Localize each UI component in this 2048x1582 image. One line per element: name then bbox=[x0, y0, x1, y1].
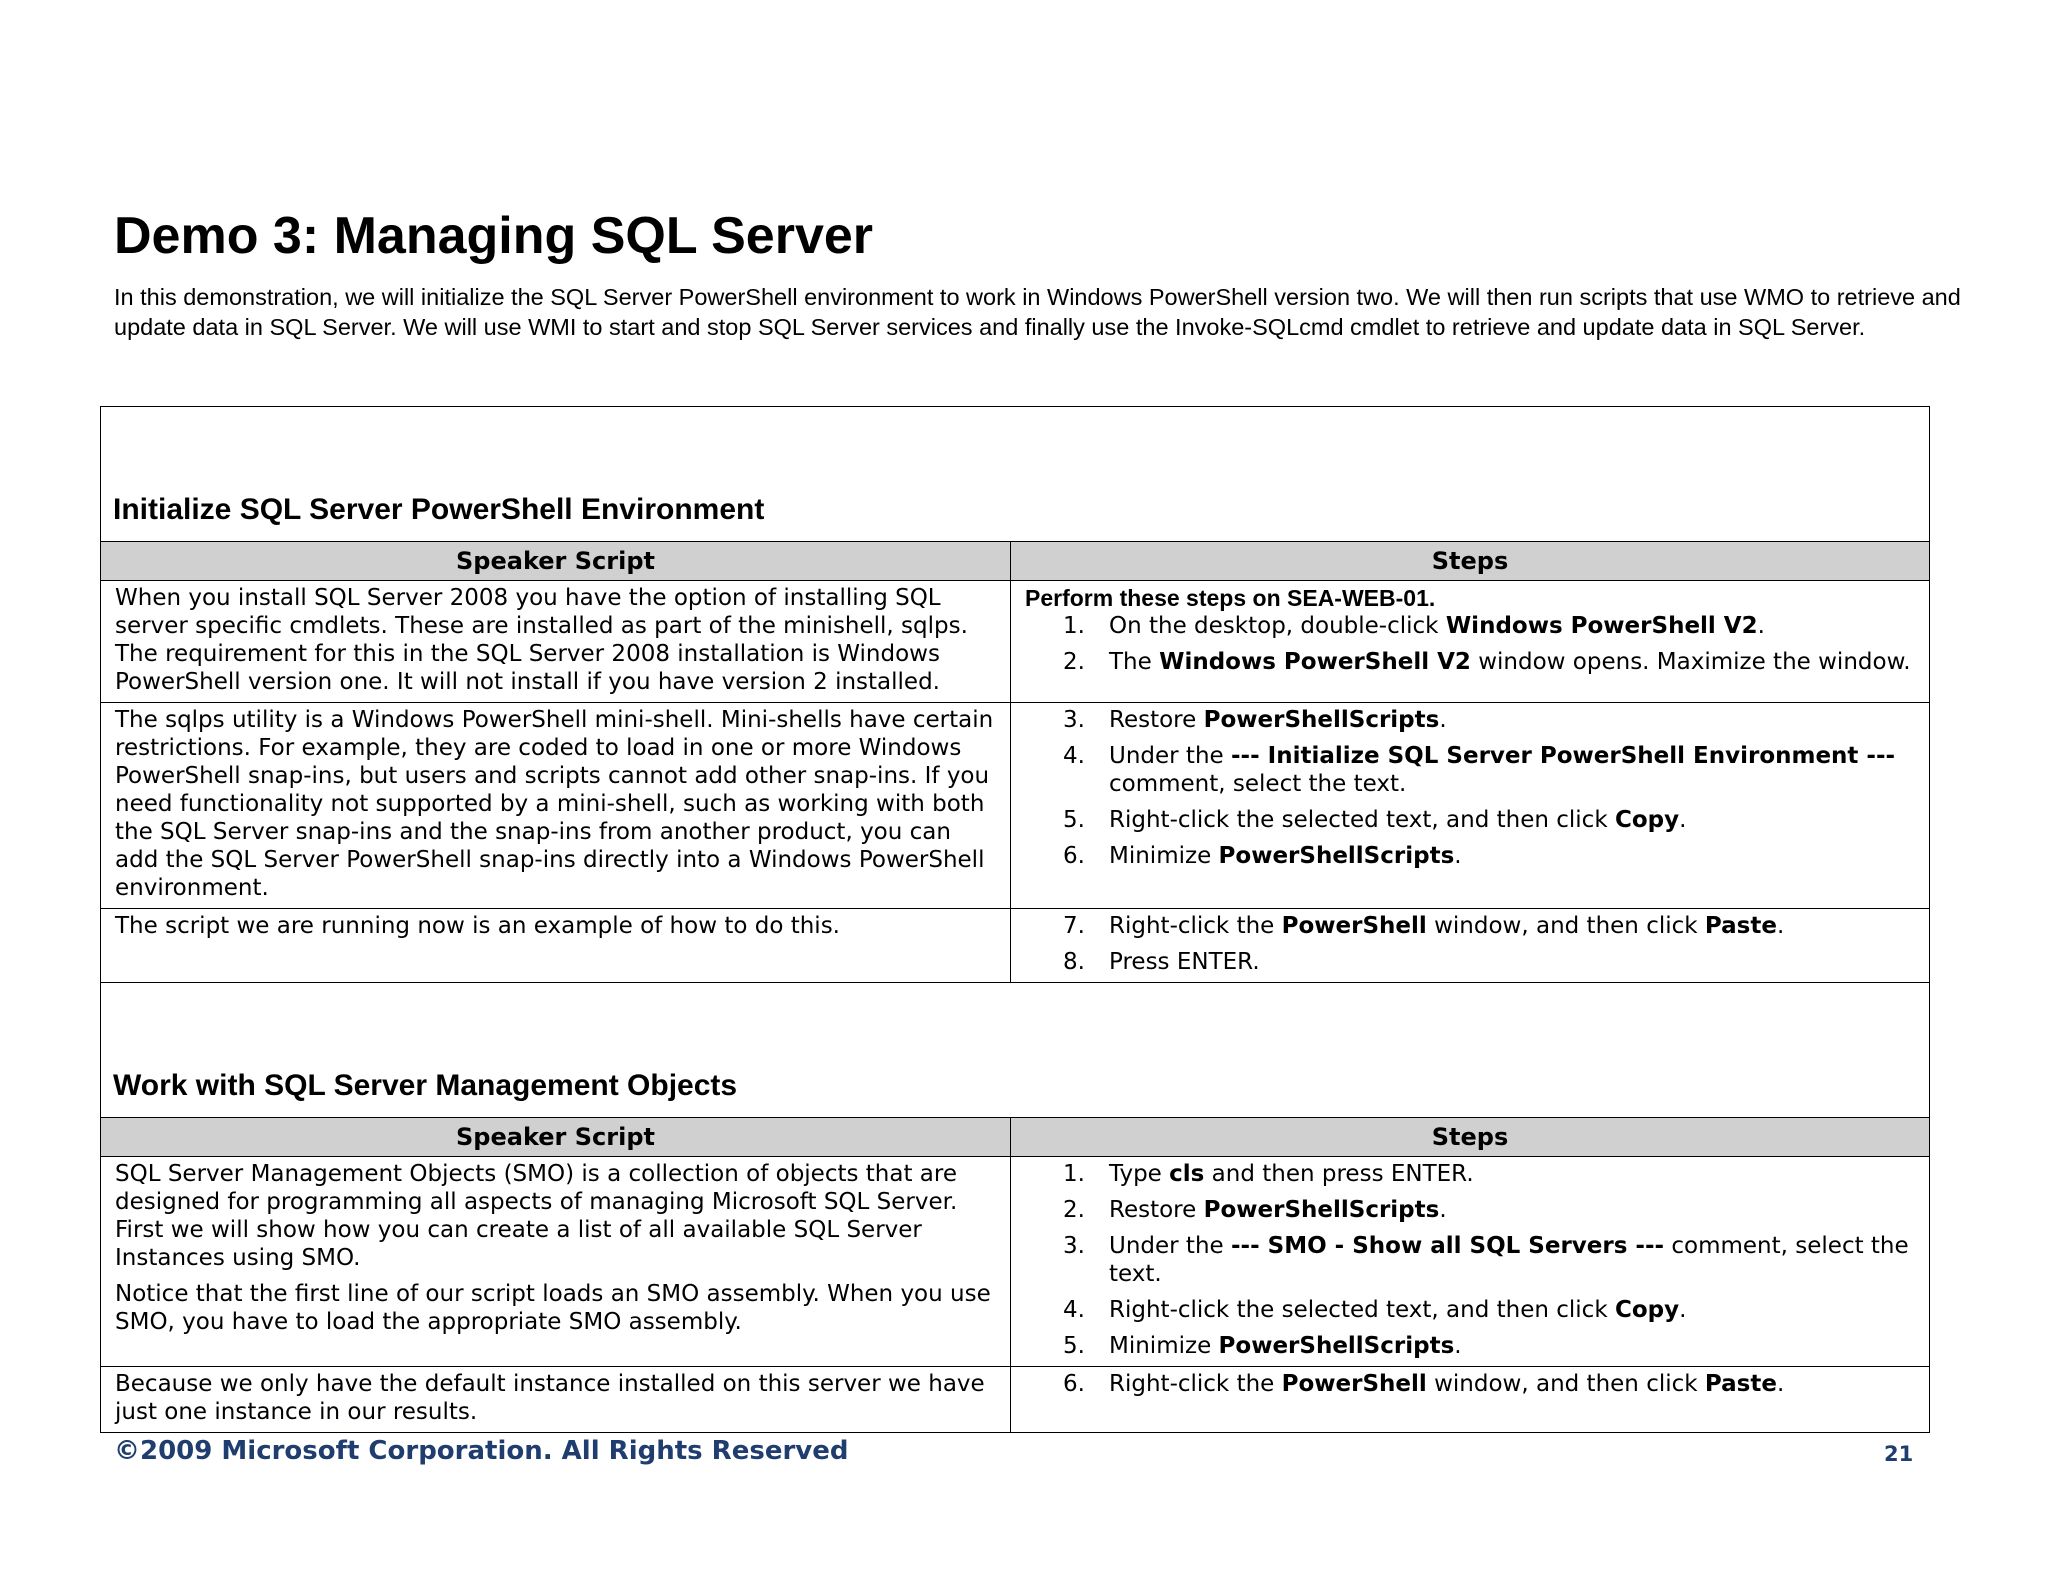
step-number: 4. bbox=[1063, 1297, 1085, 1323]
footer-copyright: ©2009 Microsoft Corporation. All Rights Reserved bbox=[114, 1436, 849, 1466]
step-number: 3. bbox=[1063, 707, 1085, 733]
step-number: 6. bbox=[1063, 843, 1085, 869]
step-item bbox=[1025, 612, 1919, 640]
step-number: 1. bbox=[1063, 1161, 1085, 1187]
step-item bbox=[1025, 948, 1919, 976]
step-text: Type bbox=[1109, 1161, 1170, 1187]
section-title: Work with SQL Server Management Objects bbox=[113, 1069, 738, 1102]
step-emphasis: PowerShellScripts bbox=[1218, 1333, 1455, 1359]
step-emphasis: Windows PowerShell V2 bbox=[1159, 649, 1471, 675]
step-item bbox=[1025, 1332, 1919, 1360]
step-item bbox=[1025, 706, 1919, 734]
column-header-steps: Steps bbox=[1011, 542, 1930, 581]
steps-list bbox=[1025, 706, 1919, 870]
step-emphasis: Copy bbox=[1614, 807, 1680, 833]
step-text: Press ENTER. bbox=[1109, 949, 1260, 975]
step-emphasis: PowerShellScripts bbox=[1203, 707, 1440, 733]
column-header-script: Speaker Script bbox=[101, 542, 1011, 581]
step-number: 5. bbox=[1063, 807, 1085, 833]
speaker-script-cell bbox=[101, 581, 1011, 703]
steps-cell bbox=[1011, 1157, 1930, 1367]
speaker-script-cell bbox=[101, 909, 1011, 983]
speaker-script-cell bbox=[101, 1157, 1011, 1367]
step-item bbox=[1025, 806, 1919, 834]
speaker-script-paragraph: The sqlps utility is a Windows PowerShell mini-shell. Mini-shells have certain restrictions. For example, they are coded to load in one or more Windows PowerShell snap-ins, but users and scripts cannot add other snap-ins. If you need functionality not supported by a mini-shell, such as working with both the SQL Server snap-ins and the snap-ins from another product, you can add the SQL Server PowerShell snap-ins directly into a Windows PowerShell environment. bbox=[115, 707, 994, 901]
step-text: window, and then click bbox=[1426, 1371, 1705, 1397]
steps-list bbox=[1025, 1160, 1919, 1360]
section-title-cell bbox=[101, 407, 1930, 542]
demo-steps-table bbox=[100, 406, 1930, 1433]
speaker-script-paragraph: Because we only have the default instance installed on this server we have just one instance in our results. bbox=[115, 1371, 985, 1425]
step-text: comment, select the text. bbox=[1109, 1233, 1909, 1287]
steps-cell bbox=[1011, 581, 1930, 703]
step-text: The bbox=[1109, 649, 1160, 675]
speaker-script-paragraph: When you install SQL Server 2008 you have the option of installing SQL server specific cmdlets. These are installed as part of the minishell, sqlps. The requirement for this in the SQL Server 2008 installation is Windows PowerShell version one. It will not install if you have version 2 installed. bbox=[115, 585, 968, 695]
footer-page-number: 21 bbox=[1884, 1442, 1914, 1466]
step-emphasis: Copy bbox=[1614, 1297, 1680, 1323]
step-text: Restore bbox=[1109, 1197, 1204, 1223]
step-item bbox=[1025, 648, 1919, 676]
section-title-cell bbox=[101, 983, 1930, 1118]
step-number: 6. bbox=[1063, 1371, 1085, 1397]
step-text: . bbox=[1439, 707, 1447, 733]
speaker-script-paragraph: Notice that the first line of our script loads an SMO assembly. When you use SMO, you have to load the appropriate SMO assembly. bbox=[115, 1281, 991, 1335]
speaker-script-cell bbox=[101, 703, 1011, 909]
step-text: and then press ENTER. bbox=[1204, 1161, 1474, 1187]
step-text: . bbox=[1776, 913, 1785, 939]
section-title-row bbox=[101, 983, 1930, 1118]
perform-on-machine: Perform these steps on SEA-WEB-01. bbox=[1025, 585, 1436, 611]
step-text: Right-click the selected text, and then click bbox=[1109, 1297, 1615, 1323]
steps-cell bbox=[1011, 703, 1930, 909]
step-number: 7. bbox=[1063, 913, 1085, 939]
column-header-script: Speaker Script bbox=[101, 1118, 1011, 1157]
step-text: Restore bbox=[1109, 707, 1204, 733]
step-text: Right-click the selected text, and then click bbox=[1109, 807, 1615, 833]
step-text: comment, select the text. bbox=[1109, 771, 1407, 797]
step-text: . bbox=[1454, 1333, 1462, 1359]
steps-list bbox=[1025, 612, 1919, 676]
step-item bbox=[1025, 842, 1919, 870]
step-item bbox=[1025, 912, 1919, 940]
step-emphasis: PowerShellScripts bbox=[1203, 1197, 1440, 1223]
table-row bbox=[101, 581, 1930, 703]
steps-cell bbox=[1011, 909, 1930, 983]
step-text: Minimize bbox=[1109, 843, 1219, 869]
table-row bbox=[101, 1157, 1930, 1367]
step-emphasis: --- Initialize SQL Server PowerShell Environment --- bbox=[1231, 743, 1896, 769]
step-text: . bbox=[1454, 843, 1462, 869]
steps-list bbox=[1025, 912, 1919, 976]
step-emphasis: Windows PowerShell V2 bbox=[1445, 613, 1758, 639]
step-emphasis: cls bbox=[1169, 1161, 1205, 1187]
speaker-script-cell bbox=[101, 1367, 1011, 1433]
step-text: Under the bbox=[1109, 1233, 1231, 1259]
step-emphasis: PowerShell bbox=[1281, 913, 1427, 939]
step-text: Under the bbox=[1109, 743, 1231, 769]
step-text: Right-click the bbox=[1109, 1371, 1282, 1397]
table-header-row bbox=[101, 1118, 1930, 1157]
step-emphasis: Paste bbox=[1704, 913, 1777, 939]
step-text: On the desktop, double-click bbox=[1109, 613, 1446, 639]
step-number: 2. bbox=[1063, 649, 1085, 675]
intro-paragraph: In this demonstration, we will initialize the SQL Server PowerShell environment to work in Windows PowerShell version two. We will then run scripts that use WMO to retrieve and update data in SQL Server. We will use WMI to start and stop SQL Server services and finally use the Invoke-SQLcmd cmdlet to retrieve and update data in SQL Server. bbox=[114, 284, 1961, 340]
steps-cell bbox=[1011, 1367, 1930, 1433]
step-text: . bbox=[1439, 1197, 1447, 1223]
page-title: Demo 3: Managing SQL Server bbox=[114, 207, 874, 265]
step-text: window, and then click bbox=[1426, 913, 1705, 939]
step-item bbox=[1025, 1296, 1919, 1324]
steps-list bbox=[1025, 1370, 1919, 1398]
table-header-row bbox=[101, 542, 1930, 581]
step-item bbox=[1025, 1160, 1919, 1188]
speaker-script-paragraph: The script we are running now is an example of how to do this. bbox=[115, 913, 840, 939]
table-row bbox=[101, 1367, 1930, 1433]
step-number: 2. bbox=[1063, 1197, 1085, 1223]
step-item bbox=[1025, 742, 1919, 798]
section-title-row bbox=[101, 407, 1930, 542]
step-item bbox=[1025, 1232, 1919, 1288]
step-text: Right-click the bbox=[1109, 913, 1282, 939]
step-text: . bbox=[1757, 613, 1765, 639]
step-emphasis: Paste bbox=[1704, 1371, 1777, 1397]
step-text: window opens. Maximize the window. bbox=[1470, 649, 1911, 675]
step-number: 4. bbox=[1063, 743, 1085, 769]
step-emphasis: PowerShellScripts bbox=[1218, 843, 1455, 869]
step-text: . bbox=[1679, 807, 1687, 833]
speaker-script-paragraph: SQL Server Management Objects (SMO) is a collection of objects that are designed for programming all aspects of managing Microsoft SQL Server. First we will show how you can create a list of all available SQL Server Instances using SMO. bbox=[115, 1161, 958, 1271]
column-header-steps: Steps bbox=[1011, 1118, 1930, 1157]
step-emphasis: --- SMO - Show all SQL Servers --- bbox=[1231, 1233, 1665, 1259]
table-row bbox=[101, 909, 1930, 983]
step-item bbox=[1025, 1196, 1919, 1224]
step-number: 3. bbox=[1063, 1233, 1085, 1259]
step-emphasis: PowerShell bbox=[1281, 1371, 1427, 1397]
step-number: 5. bbox=[1063, 1333, 1085, 1359]
step-item bbox=[1025, 1370, 1919, 1398]
step-number: 8. bbox=[1063, 949, 1085, 975]
step-text: . bbox=[1776, 1371, 1785, 1397]
step-number: 1. bbox=[1063, 613, 1085, 639]
step-text: Minimize bbox=[1109, 1333, 1219, 1359]
step-text: . bbox=[1679, 1297, 1687, 1323]
section-title: Initialize SQL Server PowerShell Environment bbox=[113, 493, 765, 526]
table-row bbox=[101, 703, 1930, 909]
